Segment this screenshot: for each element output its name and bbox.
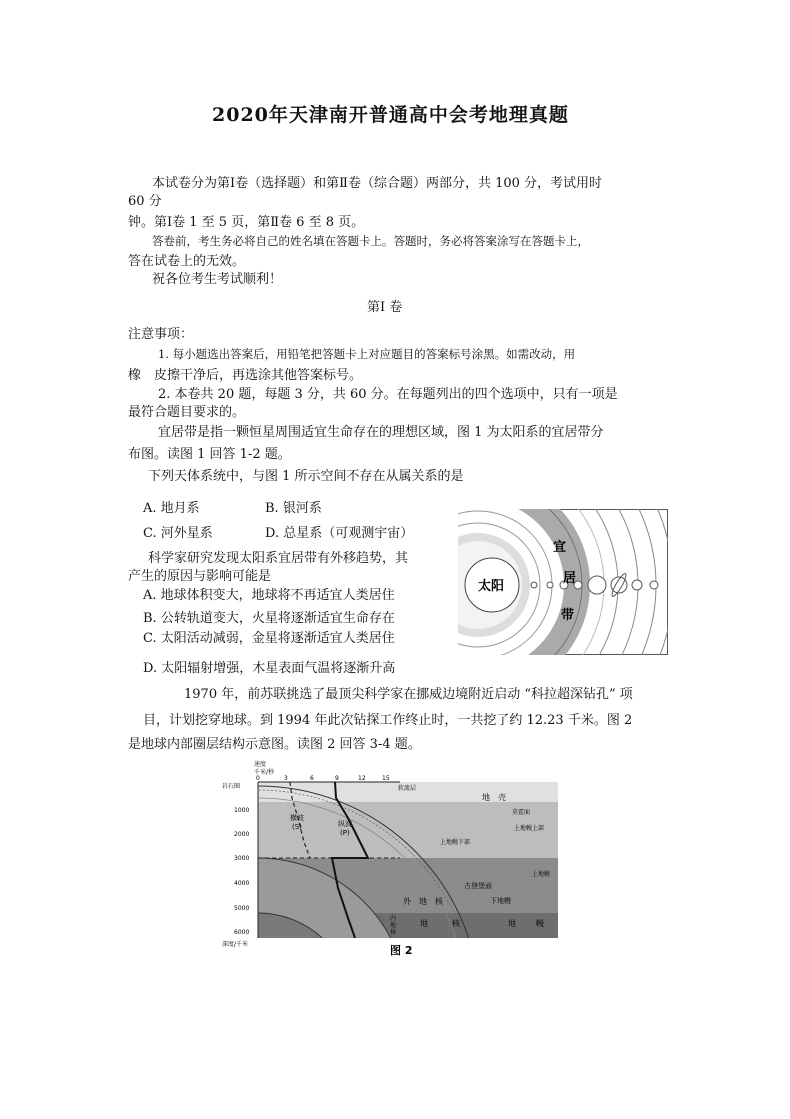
depth-tick: 4000 xyxy=(234,880,250,887)
sun-label: 太阳 xyxy=(478,579,505,594)
notes-heading: 注意事项： xyxy=(128,327,194,342)
habitable-zone-figure xyxy=(458,509,668,655)
passage-line: 布图。读图 1 回答 1-2 题。 xyxy=(128,447,291,462)
intro-line: 祝各位考生考试顺利！ xyxy=(152,272,283,287)
intro-line: 60 分 xyxy=(128,194,162,209)
question-stem: 下列天体系统中，与图 1 所示空间不存在从属关系的是 xyxy=(148,469,464,484)
speed-axis-label: 千米/秒 xyxy=(254,769,275,776)
zone-label: 带 xyxy=(561,608,575,623)
option: A. 地球体积变大，地球将不再适宜人类居住 xyxy=(143,588,395,603)
rock-layer-label: 岩石圈 xyxy=(222,783,241,790)
question-stem: 科学家研究发现太阳系宜居带有外移趋势，其 xyxy=(148,551,409,566)
depth-tick: 6000 xyxy=(234,929,250,936)
figure-caption: 图 2 xyxy=(390,944,413,957)
question-stem: 产生的原因与影响可能是 xyxy=(128,569,272,584)
depth-axis-label: 深度/千米 xyxy=(222,941,249,948)
intro-line: 钟。第Ⅰ卷 1 至 5 页，第Ⅱ卷 6 至 8 页。 xyxy=(128,215,365,230)
speed-axis-label: 速度 xyxy=(254,761,267,768)
option: B. 银河系 xyxy=(265,501,322,516)
passage-line: 目，计划挖穿地球。到 1994 年此次钻探工作终止时，一共挖了约 12.23 千米。图 2 xyxy=(143,713,633,728)
layer-label: 古登堡面 xyxy=(464,882,492,890)
layer-label: 地 xyxy=(390,922,397,929)
option: D. 太阳辐射增强，木星表面气温将逐渐升高 xyxy=(143,661,396,676)
wave-label: 横波 xyxy=(290,814,304,822)
depth-tick: 5000 xyxy=(234,905,250,912)
zone-label: 宜 xyxy=(553,540,567,555)
speed-tick: 6 xyxy=(310,775,314,782)
wave-label: (S) xyxy=(292,823,302,831)
note-line: 最符合题目要求的。 xyxy=(128,405,246,420)
layer-label: 地 xyxy=(420,919,428,928)
option: D. 总星系（可观测宇宙） xyxy=(265,526,414,541)
intro-line: 答卷前，考生务必将自己的姓名填在答题卡上。答题时，务必将答案涂写在答题卡上， xyxy=(152,234,589,248)
layer-label: 上地幔下部 xyxy=(440,839,471,846)
earth-interior-figure xyxy=(220,758,580,958)
note-line: 2. 本卷共 20 题，每题 3 分，共 60 分。在每题列出的四个选项中，只有一项是 xyxy=(158,387,618,402)
depth-tick: 1000 xyxy=(234,807,250,814)
option: A. 地月系 xyxy=(143,501,200,516)
speed-tick: 0 xyxy=(256,775,260,782)
speed-tick: 12 xyxy=(358,775,366,782)
note-line: 橡 皮擦干净后，再选涂其他答案标号。 xyxy=(128,368,363,383)
option: C. 河外星系 xyxy=(143,526,213,541)
layer-label: 外 地 核 xyxy=(403,897,443,906)
layer-label: 内 xyxy=(390,915,397,922)
layer-label: 核 xyxy=(390,929,397,936)
option: C. 太阳活动减弱，金星将逐渐适宜人类居住 xyxy=(143,631,395,646)
option: B. 公转轨道变大，火星将逐渐适宜生命存在 xyxy=(143,611,395,626)
layer-label: 地 xyxy=(508,919,516,928)
speed-tick: 3 xyxy=(284,775,288,782)
intro-line: 答在试卷上的无效。 xyxy=(128,254,246,269)
intro-line: 本试卷分为第Ⅰ卷（选择题）和第Ⅱ卷（综合题）两部分，共 100 分，考试用时 xyxy=(152,176,603,191)
layer-label: 下地幔 xyxy=(490,897,511,905)
zone-label: 居 xyxy=(563,571,577,586)
note-line: 1. 每小题选出答案后，用铅笔把答题卡上对应题目的答案标号涂黑。如需改动，用 xyxy=(158,347,576,361)
wave-label: 纵波 xyxy=(338,820,352,828)
layer-label: 幔 xyxy=(536,919,544,928)
passage-line: 是地球内部圈层结构示意图。读图 2 回答 3-4 题。 xyxy=(128,737,421,752)
layer-label: 核 xyxy=(452,919,460,928)
page-title: 2020年天津南开普通高中会考地理真题 xyxy=(212,104,569,126)
layer-label: 上地幔上部 xyxy=(514,825,545,832)
passage-line: 宜居带是指一颗恒星周围适宜生命存在的理想区域，图 1 为太阳系的宜居带分 xyxy=(158,425,604,440)
layer-label: 莫霍面 xyxy=(512,809,531,816)
speed-tick: 15 xyxy=(382,775,390,782)
passage-line: 1970 年，前苏联挑选了最顶尖科学家在挪威边境附近启动 “科拉超深钻孔” 项 xyxy=(184,687,633,702)
depth-tick: 2000 xyxy=(234,831,250,838)
speed-tick: 9 xyxy=(335,775,339,782)
layer-label: 地 壳 xyxy=(482,793,506,802)
section-title: 第Ⅰ 卷 xyxy=(367,300,403,315)
wave-label: (P) xyxy=(340,829,350,837)
layer-label: 上地幔 xyxy=(532,871,551,878)
depth-tick: 3000 xyxy=(234,855,250,862)
layer-label: 软流层 xyxy=(398,785,417,792)
